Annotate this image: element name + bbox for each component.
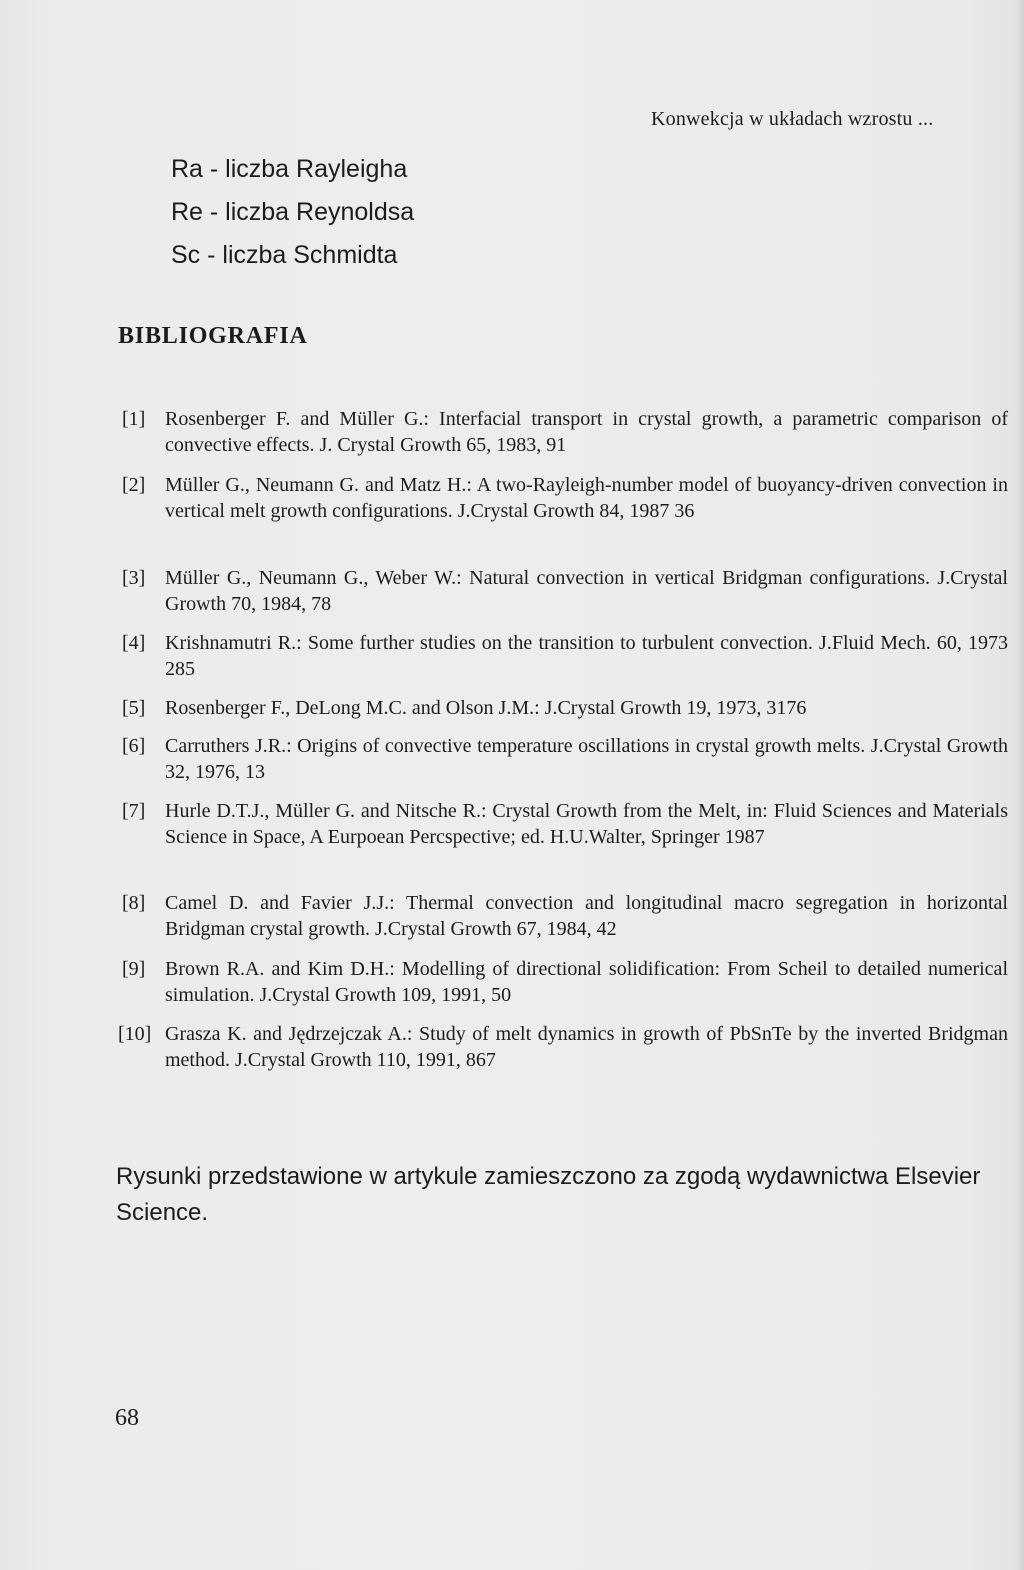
reference-item (118, 956, 1008, 1008)
reference-text: Carruthers J.R.: Origins of convective temperature oscillations in crystal growth melts. J.Crystal Growth 32, 1976, 13 (165, 735, 1008, 783)
reference-number: [2] (122, 474, 146, 496)
reference-item (118, 695, 1008, 721)
reference-item (118, 798, 1008, 850)
reference-number: [3] (122, 567, 146, 589)
reference-number: [8] (122, 892, 146, 914)
reference-number: [10] (118, 1023, 152, 1045)
symbol-definition-re: Re - liczba Reynoldsa (171, 198, 415, 226)
page-edge-shadow (1016, 0, 1024, 1570)
reference-text: Krishnamutri R.: Some further studies on the transition to turbulent convection. J.Fluid Mech. 60, 1973 285 (165, 632, 1008, 680)
reference-text: Grasza K. and Jędrzejczak A.: Study of melt dynamics in growth of PbSnTe by the inverted Bridgman method. J.Crystal Growth 110, 1991, 867 (165, 1023, 1008, 1071)
reference-number: [9] (122, 958, 146, 980)
acknowledgement-note: Rysunki przedstawione w artykule zamieszczono za zgodą wydawnictwa Elsevier Science. (116, 1163, 981, 1226)
reference-item (118, 890, 1008, 942)
symbol-definition-ra: Ra - liczba Rayleigha (171, 155, 408, 183)
reference-text: Brown R.A. and Kim D.H.: Modelling of directional solidification: From Scheil to detailed numerical simulation. J.Crystal Growth 109, 1991, 50 (165, 958, 1008, 1006)
reference-item (118, 733, 1008, 785)
reference-item (118, 1021, 1008, 1073)
reference-item (118, 472, 1008, 524)
reference-number: [7] (122, 800, 146, 822)
symbol-list (171, 148, 414, 277)
reference-text: Rosenberger F. and Müller G.: Interfacial transport in crystal growth, a parametric comparison of convective effects. J. Crystal Growth 65, 1983, 91 (165, 408, 1008, 456)
reference-number: [1] (122, 408, 146, 430)
reference-item (118, 406, 1008, 458)
reference-item (118, 565, 1008, 617)
reference-text: Müller G., Neumann G. and Matz H.: A two-Rayleigh-number model of buoyancy-driven convection in vertical melt growth configurations. J.Crystal Growth 84, 1987 36 (165, 474, 1008, 522)
reference-text: Hurle D.T.J., Müller G. and Nitsche R.: Crystal Growth from the Melt, in: Fluid Sciences and Materials Science in Space, A Eurpoean Percspective; ed. H.U.Walter, Springer 1987 (165, 800, 1008, 848)
symbol-definition-sc: Sc - liczba Schmidta (171, 241, 398, 269)
reference-text: Müller G., Neumann G., Weber W.: Natural convection in vertical Bridgman configurations. J.Crystal Growth 70, 1984, 78 (165, 567, 1008, 615)
reference-item (118, 630, 1008, 682)
reference-number: [6] (122, 735, 146, 757)
reference-number: [5] (122, 697, 146, 719)
reference-text: Rosenberger F., DeLong M.C. and Olson J.M.: J.Crystal Growth 19, 1973, 3176 (165, 697, 807, 719)
bibliography-heading: BIBLIOGRAFIA (118, 323, 308, 349)
reference-text: Camel D. and Favier J.J.: Thermal convection and longitudinal macro segregation in horizontal Bridgman crystal growth. J.Crystal Growth 67, 1984, 42 (165, 892, 1008, 940)
running-head: Konwekcja w układach wzrostu ... (651, 108, 934, 130)
reference-number: [4] (122, 632, 146, 654)
page-number: 68 (115, 1405, 139, 1431)
